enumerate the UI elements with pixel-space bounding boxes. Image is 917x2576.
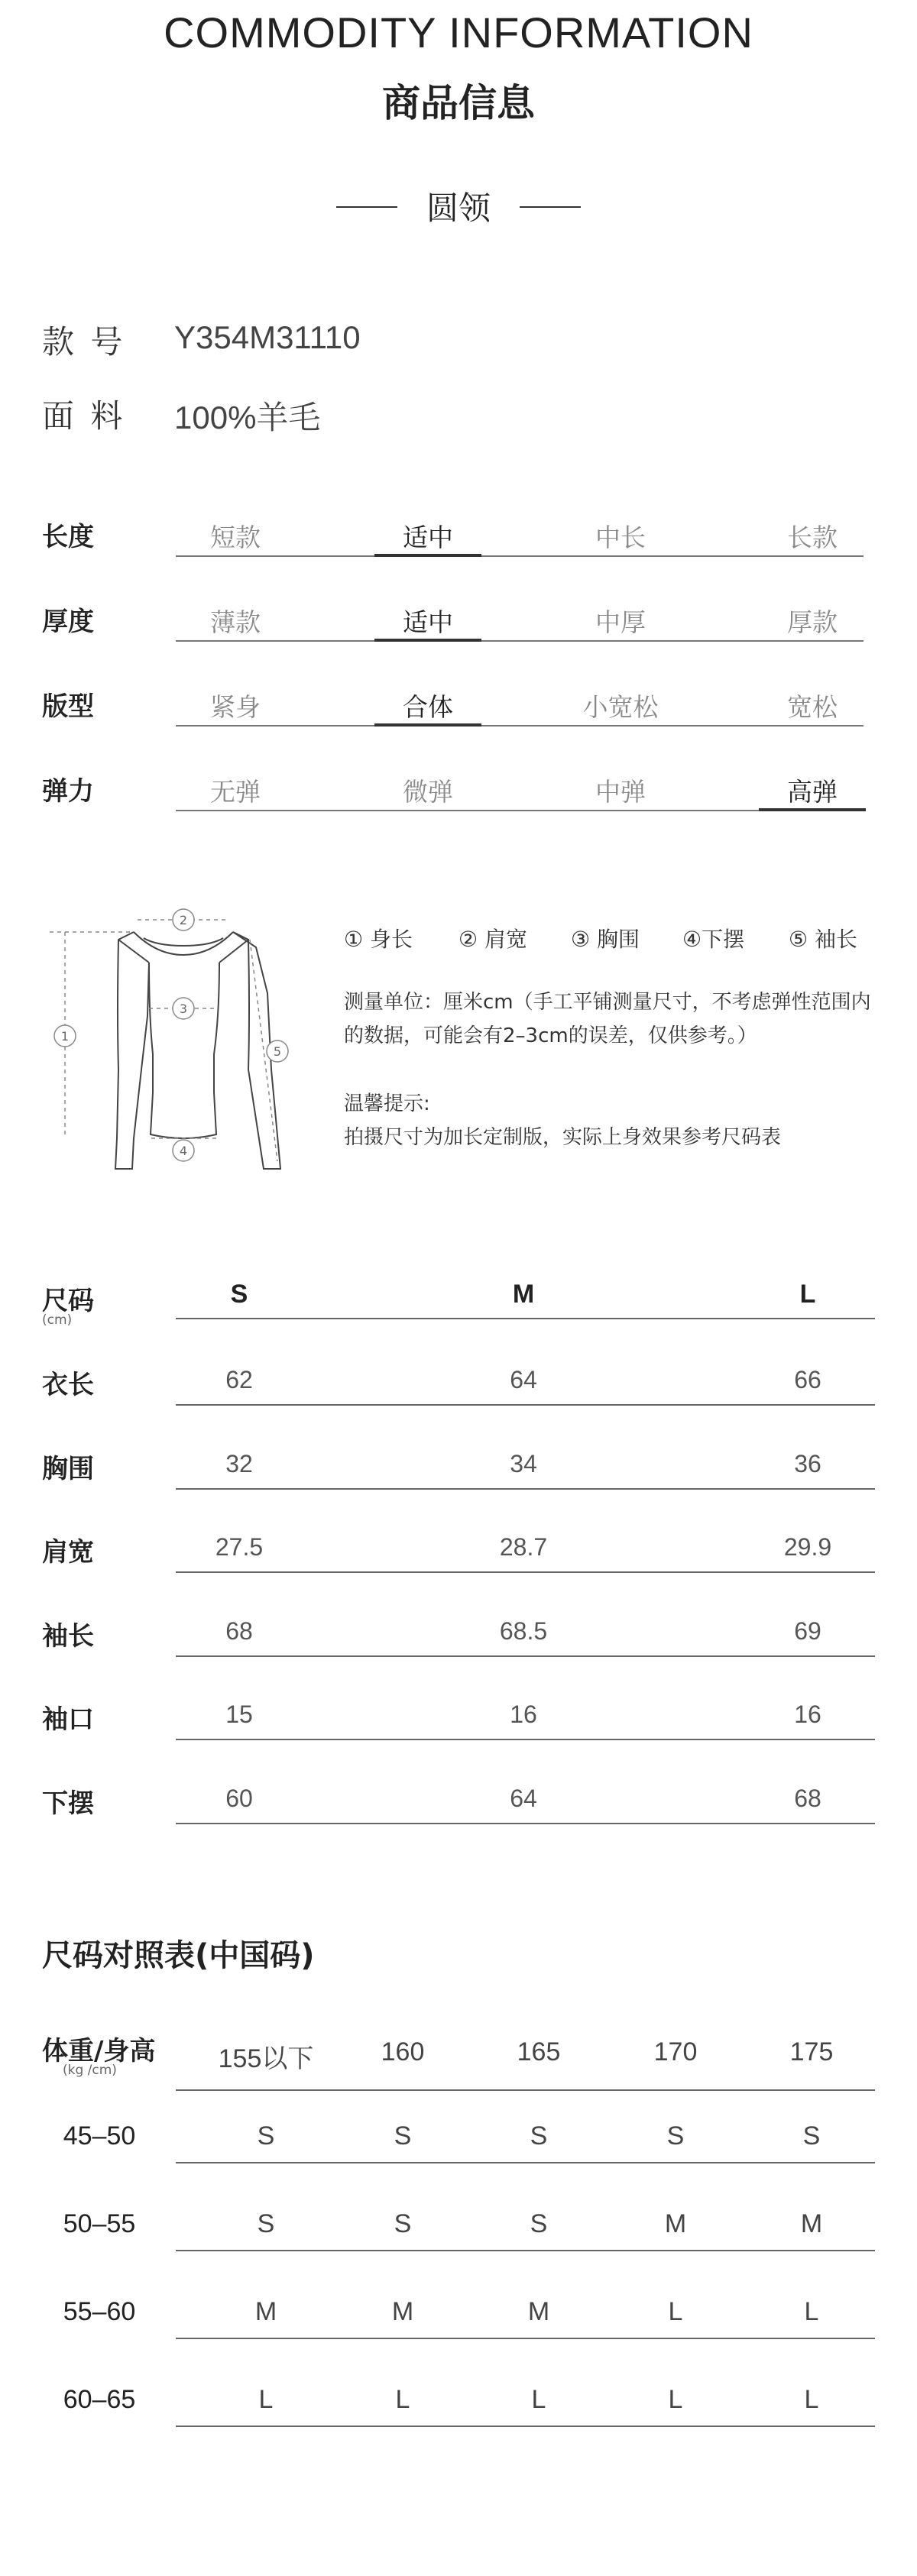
table-cell: 64 [510,1784,537,1812]
attribute-option: 长款 [787,523,838,552]
svg-text:4: 4 [179,1144,188,1158]
attribute-option: 中弹 [595,777,646,807]
table-cell: L [395,2385,410,2414]
attribute-option: 微弹 [403,777,453,807]
table-cell: 28.7 [499,1533,548,1561]
table-row-divider [176,1739,875,1740]
tip-title: 温馨提示: [344,1092,430,1115]
attribute-track [176,725,864,727]
marker-2 [173,909,194,930]
size-row-label: 胸围 [42,1453,94,1484]
size-table-header-label: 尺码 [42,1286,94,1316]
legend-sleeve-length: ⑤ 袖长 [789,927,858,952]
fabric-label: 面 料 [42,397,126,435]
marker-1 [54,1025,76,1047]
size-row-label: 下摆 [42,1788,94,1819]
table-cell: L [258,2385,274,2414]
table-cell: L [668,2297,683,2326]
table-cell: 68 [794,1784,821,1812]
attribute-selected-marker [759,808,866,811]
table-row-divider [176,1655,875,1657]
attribute-option: 小宽松 [582,692,659,722]
marker-4 [173,1140,194,1161]
table-cell: 15 [225,1701,253,1728]
table-cell: S [530,2209,548,2238]
attribute-option: 合体 [403,692,453,722]
attribute-option: 无弹 [210,777,261,807]
attribute-option: 中厚 [595,607,646,637]
fabric-value: 100%羊毛 [174,400,321,435]
attribute-selected-marker [374,723,481,727]
table-row-divider [176,1823,875,1824]
table-cell: 34 [510,1449,537,1477]
attribute-label: 弹力 [42,776,94,807]
measurement-note [344,985,894,1053]
style-number-value: Y354M31110 [174,319,361,355]
attribute-option: 厚款 [787,607,838,637]
table-cell: S [394,2209,412,2238]
measurement-note-line-2: 的数据，可能会有2–3cm的误差，仅供参考。） [344,1024,757,1047]
legend-shoulder-width: ② 肩宽 [458,927,528,952]
compare-table-header-label: 体重/身高 [42,2036,156,2066]
svg-text:2: 2 [179,913,188,927]
garment-body [149,963,219,1138]
measurement-note-line-1: 测量单位：厘米cm（手工平铺测量尺寸，不考虑弹性范围内 [344,991,871,1014]
svg-text:5: 5 [273,1044,282,1059]
marker-5 [267,1040,288,1062]
table-cell: L [804,2297,819,2326]
garment-neckline [134,932,233,955]
compare-table-title: 尺码对照表(中国码) [42,1938,315,1973]
compare-column-header: 170 [653,2037,698,2066]
table-cell: 16 [794,1701,821,1728]
size-column-header: S [230,1280,248,1309]
tip-block [344,1087,894,1154]
table-row-divider [176,1571,875,1573]
svg-text:3: 3 [179,1002,188,1016]
table-cell: 69 [794,1616,821,1645]
table-cell: 16 [510,1701,537,1728]
table-cell: 68 [225,1616,253,1645]
attribute-option: 紧身 [210,692,261,722]
compare-column-header: 175 [789,2037,834,2066]
attribute-option: 薄款 [210,607,261,637]
attribute-selected-marker [374,554,481,557]
table-cell: S [666,2121,685,2150]
size-row-label: 衣长 [42,1370,94,1400]
legend-hem: ④下摆 [682,927,745,952]
table-cell: L [531,2385,546,2414]
garment-neckline-inner [144,938,223,946]
compare-table-unit: (kg /cm) [63,2063,117,2078]
attribute-label: 厚度 [42,607,94,637]
compare-row-label: 50–55 [63,2209,136,2238]
table-row-divider [176,1404,875,1406]
compare-row-label: 60–65 [63,2385,136,2414]
table-row-divider [176,2338,875,2339]
size-column-header: M [512,1280,535,1309]
table-cell: S [257,2121,275,2150]
size-row-label: 肩宽 [42,1537,94,1568]
compare-row-label: 55–60 [63,2297,136,2326]
attribute-option: 宽松 [787,692,838,722]
attribute-label: 长度 [42,522,94,552]
table-cell: M [527,2297,550,2326]
size-row-label: 袖长 [42,1620,94,1652]
attribute-option: 短款 [210,523,261,552]
attribute-option: 中长 [595,523,646,552]
svg-text:1: 1 [60,1029,70,1044]
table-cell: 66 [794,1366,821,1393]
table-row-divider [176,2250,875,2251]
table-cell: 68.5 [499,1616,548,1645]
table-cell: L [668,2385,683,2414]
table-cell: S [530,2121,548,2150]
attribute-option: 适中 [403,523,453,552]
table-cell: 29.9 [783,1533,832,1561]
collar-type: 圆领 [426,189,491,227]
size-column-header: L [799,1280,816,1309]
attribute-track [176,640,864,642]
legend-chest: ③ 胸围 [571,927,640,952]
table-row-divider [176,1318,875,1319]
table-row-divider [176,2162,875,2163]
table-row-divider [176,2089,875,2091]
compare-row-label: 45–50 [63,2121,136,2150]
attribute-label: 版型 [42,691,94,722]
title-chinese: 商品信息 [382,81,535,125]
table-cell: 60 [225,1784,253,1812]
size-row-label: 袖口 [42,1704,94,1735]
compare-column-header: 155以下 [218,2044,314,2073]
attribute-track [176,555,864,557]
table-cell: L [804,2385,819,2414]
garment-armholes [118,940,248,963]
title-english: COMMODITY INFORMATION [164,8,753,57]
compare-column-header: 165 [517,2037,561,2066]
legend-body-length: ① 身长 [344,927,413,952]
table-cell: 64 [510,1366,537,1393]
table-cell: M [391,2297,414,2326]
table-row-divider [176,1488,875,1490]
attribute-option: 适中 [403,607,453,637]
table-row-divider [176,2426,875,2427]
style-number-label: 款 号 [42,323,126,361]
table-cell: 62 [225,1366,253,1393]
garment-diagram [42,901,317,1176]
attribute-option: 高弹 [787,777,838,807]
table-cell: M [254,2297,277,2326]
marker-3 [173,998,194,1019]
table-cell: M [800,2209,823,2238]
compare-column-header: 160 [381,2037,425,2066]
collar-divider-right [520,206,581,208]
table-cell: 36 [794,1449,821,1477]
table-cell: S [802,2121,821,2150]
attribute-selected-marker [374,639,481,642]
table-cell: 32 [225,1449,253,1477]
size-table-unit: (cm) [42,1312,73,1328]
table-cell: S [257,2209,275,2238]
tip-text: 拍摄尺寸为加长定制版，实际上身效果参考尺码表 [344,1126,782,1149]
table-cell: 27.5 [215,1533,264,1561]
table-cell: S [394,2121,412,2150]
garment-outline [115,932,280,1169]
table-cell: M [664,2209,687,2238]
